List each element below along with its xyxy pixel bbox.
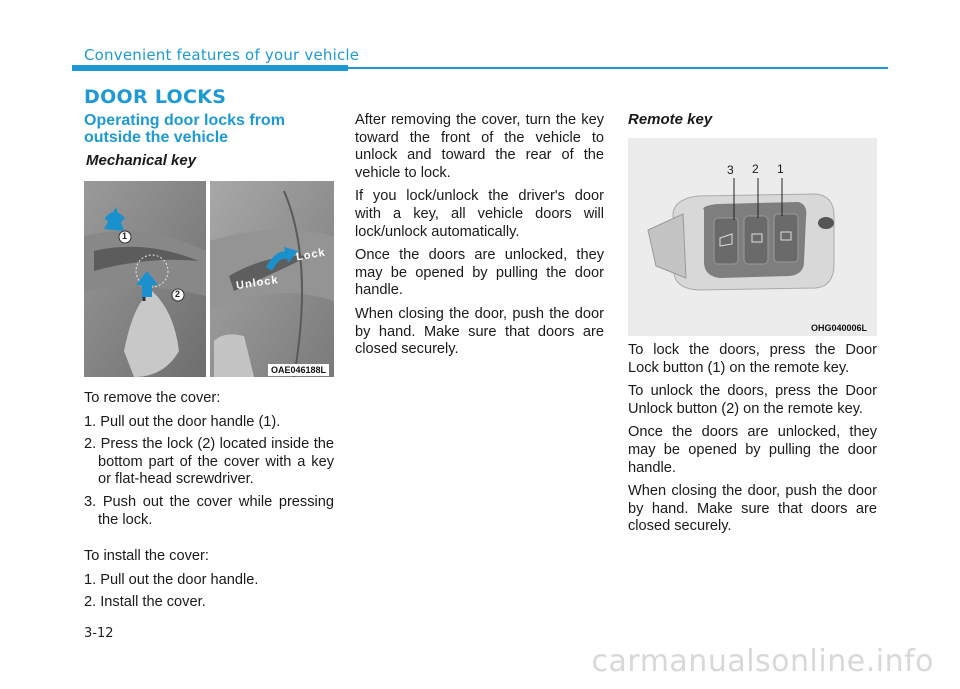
figure-callout-1: 1 — [122, 231, 128, 241]
paragraph: If you lock/unlock the driver's door with a key, all vehicle doors will lock/unlock automatically. — [355, 188, 604, 240]
figure-code: OHG040006L — [811, 323, 868, 333]
figure-callout-2: 2 — [175, 289, 181, 299]
remove-step: 2. Press the lock (2) located inside the bottom part of the cover with a key or flat-head screwdriver. — [84, 436, 334, 488]
lock-label: Lock — [295, 246, 327, 264]
paragraph: Once the doors are unlocked, they may be opened by pulling the door handle. — [355, 247, 604, 299]
remote-key-heading: Remote key — [628, 111, 713, 128]
mechanical-instructions — [84, 390, 334, 617]
remote-key-figure — [628, 138, 877, 336]
mechanical-key-heading: Mechanical key — [86, 152, 197, 169]
subheading: Operating door locks from outside the vehicle — [84, 112, 285, 146]
remove-step: 1. Pull out the door handle (1). — [84, 413, 281, 430]
figure-callout-1: 1 — [777, 162, 784, 176]
install-step: 2. Install the cover. — [84, 594, 206, 611]
remove-intro: To remove the cover: — [84, 390, 221, 406]
figure-callout-2: 2 — [752, 162, 759, 176]
page-title: DOOR LOCKS — [84, 86, 227, 108]
header-bar — [72, 65, 348, 71]
remove-step: 3. Push out the cover while pressing the lock. — [84, 493, 334, 528]
figure-callout-3: 3 — [727, 163, 734, 177]
install-step: 1. Pull out the door handle. — [84, 571, 259, 588]
watermark: carmanualsonline.info — [591, 644, 934, 679]
section-header: Convenient features of your vehicle — [84, 46, 360, 64]
paragraph: To unlock the doors, press the Door Unlock button (2) on the remote key. — [628, 383, 877, 417]
page-number: 3-12 — [84, 626, 114, 641]
header-rule — [348, 67, 888, 69]
remote-instructions — [628, 342, 877, 542]
paragraph: When closing the door, push the door by hand. Make sure that doors are closed securely. — [628, 483, 877, 535]
paragraph: After removing the cover, turn the key toward the front of the vehicle to unlock and toward the rear of the vehicle to lock. — [355, 112, 604, 181]
paragraph: When closing the door, push the door by hand. Make sure that doors are closed securely. — [355, 305, 604, 358]
figure-code: OAE046188L — [268, 364, 329, 376]
door-handle-figure — [84, 181, 334, 377]
install-intro: To install the cover: — [84, 548, 209, 565]
middle-column — [355, 112, 604, 365]
paragraph: Once the doors are unlocked, they may be opened by pulling the door handle. — [628, 424, 877, 476]
paragraph: To lock the doors, press the Door Lock button (1) on the remote key. — [628, 342, 877, 376]
unlock-label: Unlock — [235, 274, 280, 292]
